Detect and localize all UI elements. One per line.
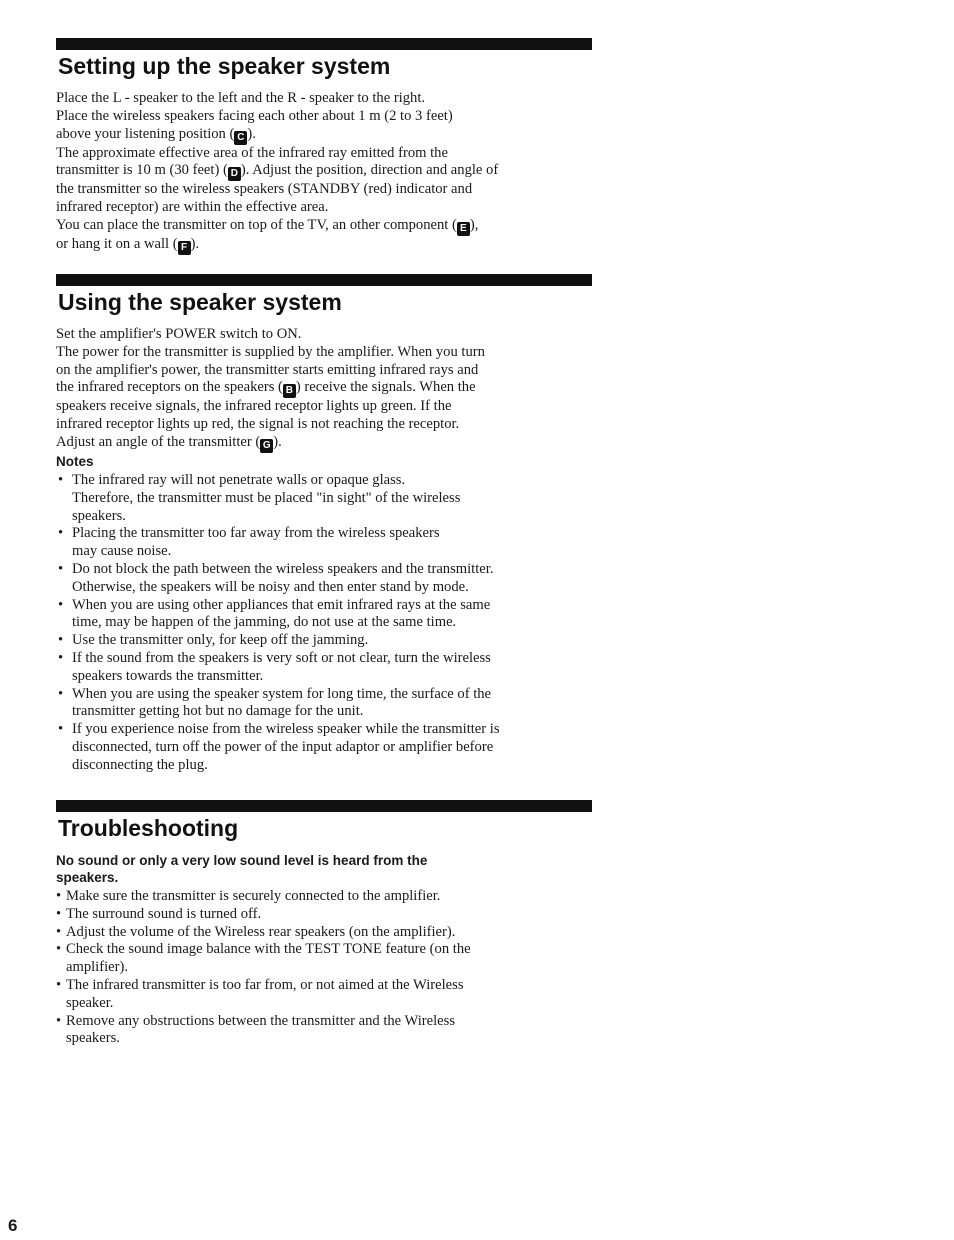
- heading-setting-up: Setting up the speaker system: [58, 53, 391, 79]
- line-text: above your listening position (: [56, 125, 235, 142]
- body-line: [56, 434, 596, 453]
- list-item-line: Otherwise, the speakers will be noisy and then enter stand by mode.: [72, 578, 469, 595]
- line-text: infrared receptor) are within the effective area.: [56, 199, 329, 216]
- figure-ref-b-icon: B: [283, 384, 296, 398]
- body-line: [56, 217, 596, 236]
- list-item-line: • The surround sound is turned off.: [66, 905, 262, 922]
- list-item-line: • If the sound from the speakers is very soft or not clear, turn the wireless: [72, 649, 491, 666]
- line-text: transmitter is 10 m (30 feet) (: [56, 162, 228, 179]
- list-item: [56, 906, 596, 924]
- body-line: [56, 108, 596, 126]
- list-item-line: • Do not block the path between the wireless speakers and the transmitter.: [72, 560, 494, 577]
- line-text: Adjust an angle of the transmitter (: [56, 433, 261, 450]
- list-item-line: Therefore, the transmitter must be placed "in sight" of the wireless: [72, 489, 461, 506]
- list-item-line: • Make sure the transmitter is securely connected to the amplifier.: [66, 888, 441, 904]
- body-line: [56, 181, 596, 199]
- section-rule: [56, 800, 592, 812]
- figure-ref-e-icon: E: [457, 222, 470, 236]
- list-item: [56, 632, 596, 650]
- list-item: [56, 597, 596, 633]
- body-line: [56, 379, 596, 398]
- line-text: the infrared receptors on the speakers (: [56, 379, 283, 396]
- body-line: [56, 162, 596, 181]
- list-item-line: speakers towards the transmitter.: [72, 667, 264, 684]
- list-item-line: time, may be happen of the jamming, do not use at the same time.: [72, 614, 457, 631]
- line-text-after: ).: [273, 433, 282, 450]
- list-item: [56, 1013, 596, 1049]
- body-line: [56, 236, 596, 255]
- troubleshooting-list: [56, 888, 596, 1048]
- list-item: [56, 721, 596, 774]
- list-item-line: • Use the transmitter only, for keep off the jamming.: [72, 632, 369, 649]
- body-line: [56, 90, 596, 108]
- list-item-line: speakers.: [66, 1030, 120, 1047]
- list-item: [56, 686, 596, 722]
- list-item: [56, 561, 596, 597]
- list-item: [56, 941, 596, 977]
- line-text: The approximate effective area of the infrared ray emitted from the: [56, 144, 448, 161]
- figure-ref-f-icon: F: [178, 241, 191, 255]
- line-text: Set the amplifier's POWER switch to ON.: [56, 326, 302, 342]
- line-text-after: ).: [247, 125, 256, 142]
- line-text: The power for the transmitter is supplied by the amplifier. When you turn: [56, 343, 485, 360]
- list-item-line: disconnecting the plug.: [72, 756, 208, 773]
- body-line: [56, 344, 596, 362]
- list-item: [56, 525, 596, 561]
- using-body: [56, 326, 596, 453]
- list-item-line: may cause noise.: [72, 543, 172, 560]
- line-text-after: ),: [469, 216, 479, 233]
- figure-ref-d-icon: D: [228, 167, 241, 181]
- line-text: speakers receive signals, the infrared receptor lights up green. If the: [56, 398, 452, 415]
- section-setting-up: [56, 38, 596, 255]
- list-item-line: • Placing the transmitter too far away from the wireless speakers: [72, 525, 440, 542]
- heading-using: Using the speaker system: [58, 289, 342, 315]
- list-item-line: speakers.: [72, 507, 126, 524]
- body-line: [56, 199, 596, 217]
- list-item-line: • If you experience noise from the wireless speaker while the transmitter is: [72, 721, 500, 738]
- heading-troubleshooting: Troubleshooting: [58, 815, 239, 841]
- section-rule: [56, 38, 592, 50]
- list-item-line: speaker.: [66, 994, 114, 1011]
- list-item: [56, 888, 596, 906]
- body-line: [56, 398, 596, 416]
- list-item-line: • When you are using the speaker system for long time, the surface of the: [72, 685, 492, 702]
- list-item-line: • The infrared ray will not penetrate walls or opaque glass.: [72, 471, 406, 488]
- line-text-after: ).: [190, 235, 200, 252]
- body-line: [56, 145, 596, 163]
- list-item: [56, 924, 596, 942]
- list-item-line: • The infrared transmitter is too far from, or not aimed at the Wireless: [66, 976, 464, 993]
- list-item-line: • Check the sound image balance with the TEST TONE feature (on the: [66, 941, 471, 958]
- section-using: [56, 274, 596, 775]
- list-item: [56, 472, 596, 525]
- subheading-line: speakers.: [56, 870, 119, 885]
- figure-ref-g-icon: G: [260, 439, 273, 453]
- notes-list: [56, 472, 596, 775]
- list-item-line: disconnected, turn off the power of the input adaptor or amplifier before: [72, 738, 494, 755]
- line-text: the transmitter so the wireless speakers (STANDBY (red) indicator and: [56, 181, 473, 198]
- body-line: [56, 326, 596, 344]
- list-item: [56, 650, 596, 686]
- line-text: infrared receptor lights up red, the signal is not reaching the receptor.: [56, 416, 460, 433]
- body-line: [56, 362, 596, 380]
- line-text: on the amplifier's power, the transmitter starts emitting infrared rays and: [56, 361, 479, 378]
- subheading-line: No sound or only a very low sound level is heard from the: [56, 853, 428, 868]
- list-item: [56, 977, 596, 1013]
- list-item-line: transmitter getting hot but no damage for the unit.: [72, 703, 364, 720]
- list-item-line: • Remove any obstructions between the transmitter and the Wireless: [66, 1012, 456, 1029]
- troubleshooting-subheading: [56, 852, 596, 886]
- section-troubleshooting: [56, 800, 596, 1048]
- figure-ref-c-icon: C: [234, 131, 247, 145]
- line-text: You can place the transmitter on top of the TV, an other component (: [56, 216, 457, 233]
- line-text: or hang it on a wall (: [56, 235, 178, 252]
- line-text: Place the L - speaker to the left and the R - speaker to the right.: [56, 90, 426, 106]
- section-rule: [56, 274, 592, 286]
- body-line: [56, 126, 596, 145]
- body-line: [56, 416, 596, 434]
- list-item-line: • When you are using other appliances that emit infrared rays at the same: [72, 596, 491, 613]
- line-text-after: ) receive the signals. When the: [295, 379, 476, 396]
- line-text: Place the wireless speakers facing each other about 1 m (2 to 3 feet): [56, 107, 453, 124]
- page-number: 6: [8, 1216, 18, 1235]
- notes-heading: Notes: [56, 453, 94, 469]
- list-item-line: • Adjust the volume of the Wireless rear speakers (on the amplifier).: [66, 923, 456, 940]
- setup-body: [56, 90, 596, 255]
- line-text-after: ). Adjust the position, direction and angle of: [240, 162, 499, 179]
- list-item-line: amplifier).: [66, 959, 128, 976]
